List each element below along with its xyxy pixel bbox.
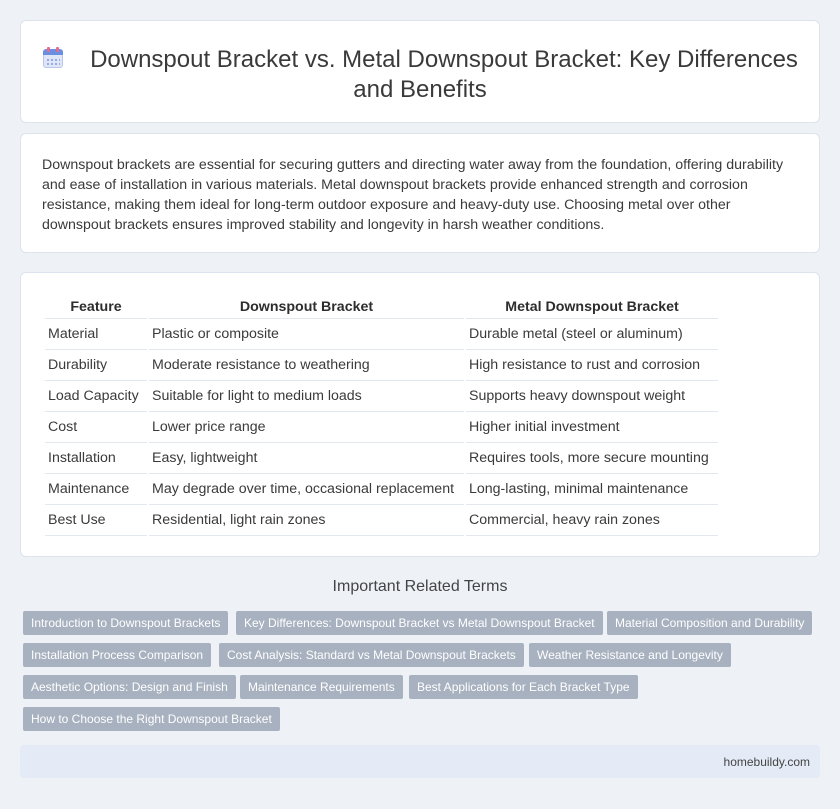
related-term-tag[interactable]: Introduction to Downspout Brackets [23, 611, 228, 635]
footer [20, 745, 820, 778]
related-term-tag[interactable]: Weather Resistance and Longevity [529, 643, 731, 667]
table-cell: Moderate resistance to weathering [149, 350, 464, 381]
table-header-cell: Metal Downspout Bracket [466, 295, 718, 319]
table-cell: Durability [45, 350, 147, 381]
intro-paragraph: Downspout brackets are essential for securing gutters and directing water away from the foundation, offering durability and ease of installation in various materials. Metal downspout brackets provide enhanced strength and corrosion resistance, making them ideal for long-term outdoor exposure and heavy-duty use. Choosing metal over other downspout brackets ensures improved stability and longevity in harsh weather conditions. [42, 157, 784, 233]
table-header-row [45, 295, 718, 319]
table-cell: Plastic or composite [149, 319, 464, 350]
table-cell: Best Use [45, 505, 147, 536]
table-cell: Lower price range [149, 412, 464, 443]
table-cell: Higher initial investment [466, 412, 718, 443]
table-row [45, 381, 718, 412]
intro-card [20, 133, 820, 253]
table-cell: Cost [45, 412, 147, 443]
table-cell: May degrade over time, occasional replacement [149, 474, 464, 505]
table-header-cell: Downspout Bracket [149, 295, 464, 319]
page-title: Downspout Bracket vs. Metal Downspout Bracket: Key Differences and Benefits [90, 46, 798, 103]
related-terms-heading: Important Related Terms [332, 578, 508, 595]
calendar-icon [42, 47, 64, 69]
related-term-tag[interactable]: Aesthetic Options: Design and Finish [23, 675, 236, 699]
related-term-tag[interactable]: How to Choose the Right Downspout Bracket [23, 707, 280, 731]
related-term-tag[interactable]: Cost Analysis: Standard vs Metal Downspout Brackets [219, 643, 524, 667]
table-row [45, 443, 718, 474]
table-cell: Maintenance [45, 474, 147, 505]
table-header-cell: Feature [45, 295, 147, 319]
table-cell: Material [45, 319, 147, 350]
table-cell: Durable metal (steel or aluminum) [466, 319, 718, 350]
table-cell: High resistance to rust and corrosion [466, 350, 718, 381]
table-row [45, 412, 718, 443]
related-term-tag[interactable]: Best Applications for Each Bracket Type [409, 675, 638, 699]
related-term-tag[interactable]: Key Differences: Downspout Bracket vs Metal Downspout Bracket [236, 611, 603, 635]
table-cell: Long-lasting, minimal maintenance [466, 474, 718, 505]
table-row [45, 505, 718, 536]
related-term-tag[interactable]: Installation Process Comparison [23, 643, 211, 667]
table-row [45, 350, 718, 381]
comparison-table [43, 295, 720, 536]
comparison-table-card [20, 272, 820, 557]
table-cell: Supports heavy downspout weight [466, 381, 718, 412]
table-row [45, 474, 718, 505]
table-cell: Residential, light rain zones [149, 505, 464, 536]
table-cell: Easy, lightweight [149, 443, 464, 474]
page-title-wrap [21, 45, 819, 105]
related-term-tag[interactable]: Material Composition and Durability [607, 611, 812, 635]
table-row [45, 319, 718, 350]
table-cell: Installation [45, 443, 147, 474]
table-cell: Requires tools, more secure mounting [466, 443, 718, 474]
table-cell: Suitable for light to medium loads [149, 381, 464, 412]
header-card [20, 20, 820, 123]
footer-site-link[interactable]: homebuildy.com [723, 755, 810, 769]
table-cell: Load Capacity [45, 381, 147, 412]
related-term-tag[interactable]: Maintenance Requirements [240, 675, 403, 699]
table-cell: Commercial, heavy rain zones [466, 505, 718, 536]
